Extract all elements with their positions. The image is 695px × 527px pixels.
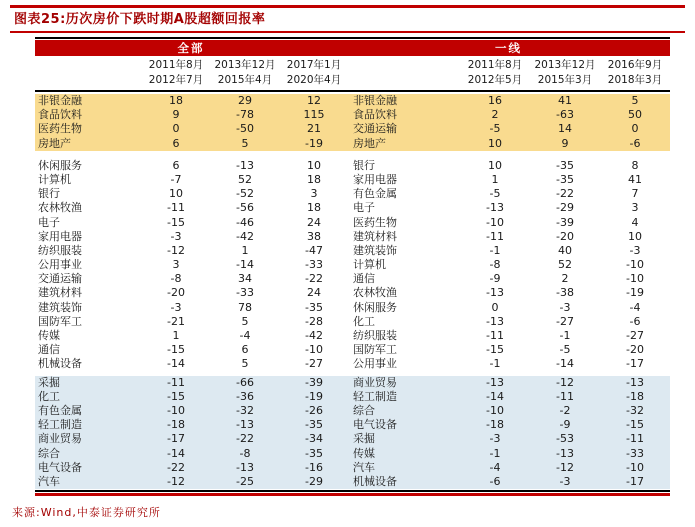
excess-return-table <box>35 37 670 496</box>
value-cell: 10 <box>169 187 183 201</box>
value-cell: -10 <box>305 343 323 357</box>
industry-label: 农林牧渔 <box>38 201 82 215</box>
value-cell: -20 <box>626 343 644 357</box>
table-row <box>35 286 670 300</box>
group-header-bar <box>35 40 670 56</box>
value-cell: 14 <box>558 122 572 136</box>
industry-label: 有色金属 <box>38 403 82 417</box>
table-row <box>35 201 670 215</box>
value-cell: -53 <box>556 432 574 446</box>
value-cell: -63 <box>556 108 574 122</box>
value-cell: 8 <box>631 158 639 172</box>
value-cell: -35 <box>305 418 323 432</box>
period-from: 2013年12月 <box>534 59 596 71</box>
value-cell: -33 <box>305 258 323 272</box>
period-from: 2017年1月 <box>286 59 342 71</box>
value-cell: 10 <box>488 158 502 172</box>
industry-label: 采掘 <box>38 375 60 389</box>
industry-label: 传媒 <box>38 329 60 342</box>
industry-label: 商业贸易 <box>38 432 82 446</box>
value-cell: -12 <box>167 243 185 257</box>
industry-label: 轻工制造 <box>38 418 82 432</box>
period-to: 2018年3月 <box>607 74 663 86</box>
value-cell: -35 <box>305 300 323 314</box>
value-cell: -5 <box>489 122 501 136</box>
value-cell: -42 <box>305 329 323 342</box>
industry-label: 通信 <box>38 343 60 357</box>
value-cell: -15 <box>486 343 504 357</box>
period-tier1-3 <box>600 58 670 88</box>
value-cell: -18 <box>626 389 644 403</box>
value-cell: 7 <box>631 187 639 201</box>
value-cell: 6 <box>241 343 249 357</box>
value-cell: 5 <box>631 94 639 107</box>
value-cell: -13 <box>486 286 504 300</box>
value-cell: -11 <box>486 329 504 342</box>
value-cell: -32 <box>626 403 644 417</box>
table-row <box>35 94 670 108</box>
value-cell: 1 <box>241 243 249 257</box>
industry-label: 国防军工 <box>38 314 82 328</box>
value-cell: -27 <box>556 314 574 328</box>
value-cell: 6 <box>172 136 180 150</box>
industry-label: 电子 <box>353 201 375 215</box>
table-row <box>35 187 670 201</box>
table-bottom-border <box>35 490 670 492</box>
value-cell: -35 <box>305 446 323 460</box>
value-cell: -25 <box>236 474 254 488</box>
value-cell: 18 <box>307 201 321 215</box>
value-cell: -3 <box>629 243 641 257</box>
value-cell: -27 <box>305 357 323 371</box>
value-cell: 5 <box>241 314 249 328</box>
industry-label: 传媒 <box>353 446 375 460</box>
industry-label: 电子 <box>38 215 60 229</box>
table-row <box>35 329 670 343</box>
industry-label: 机械设备 <box>38 357 82 371</box>
period-to: 2012年7月 <box>148 74 204 86</box>
value-cell: -13 <box>236 460 254 474</box>
value-cell: -12 <box>556 375 574 389</box>
industry-label: 国防军工 <box>353 343 397 357</box>
industry-label: 建筑装饰 <box>353 243 397 257</box>
value-cell: -29 <box>305 474 323 488</box>
value-cell: -18 <box>486 418 504 432</box>
value-cell: -33 <box>626 446 644 460</box>
value-cell: -36 <box>236 389 254 403</box>
table-row <box>35 301 670 315</box>
value-cell: -11 <box>486 229 504 243</box>
table-row <box>35 272 670 286</box>
value-cell: -15 <box>167 389 185 403</box>
value-cell: -22 <box>167 460 185 474</box>
industry-label: 综合 <box>353 403 375 417</box>
period-to: 2015年4月 <box>217 74 273 86</box>
value-cell: -15 <box>626 418 644 432</box>
value-cell: 1 <box>172 329 180 342</box>
industry-label: 轻工制造 <box>353 389 397 403</box>
value-cell: -15 <box>167 215 185 229</box>
value-cell: -4 <box>489 460 501 474</box>
period-all-1 <box>143 58 209 88</box>
value-cell: -19 <box>305 136 323 150</box>
value-cell: 3 <box>310 187 318 201</box>
value-cell: -20 <box>556 229 574 243</box>
value-cell: 52 <box>558 258 572 272</box>
value-cell: -13 <box>556 446 574 460</box>
industry-label: 采掘 <box>353 432 375 446</box>
value-cell: -1 <box>559 329 571 342</box>
period-from: 2011年8月 <box>467 59 523 71</box>
value-cell: 3 <box>172 258 180 272</box>
value-cell: -14 <box>167 446 185 460</box>
table-top-border <box>35 37 670 39</box>
period-header-spacer-left <box>35 58 143 88</box>
industry-label: 综合 <box>38 446 60 460</box>
value-cell: -14 <box>236 258 254 272</box>
industry-label: 计算机 <box>353 258 386 272</box>
table-row <box>35 108 670 122</box>
value-cell: -6 <box>489 474 501 488</box>
value-cell: 41 <box>628 172 642 186</box>
value-cell: 40 <box>558 243 572 257</box>
value-cell: 41 <box>558 94 572 107</box>
value-cell: -27 <box>626 329 644 342</box>
value-cell: -34 <box>305 432 323 446</box>
value-cell: 34 <box>238 272 252 286</box>
industry-label: 化工 <box>353 314 375 328</box>
industry-label: 电气设备 <box>353 418 397 432</box>
value-cell: -46 <box>236 215 254 229</box>
value-cell: -17 <box>626 357 644 371</box>
value-cell: -18 <box>167 418 185 432</box>
value-cell: -47 <box>305 243 323 257</box>
period-from: 2013年12月 <box>214 59 276 71</box>
group-label-all: 全部 <box>177 41 205 55</box>
value-cell: 0 <box>172 122 180 136</box>
value-cell: -11 <box>556 389 574 403</box>
figure-title: 图表25:历次房价下跌时期A股超额回报率 <box>14 12 266 27</box>
industry-label: 汽车 <box>353 460 375 474</box>
value-cell: -3 <box>559 474 571 488</box>
industry-label: 机械设备 <box>353 474 397 488</box>
value-cell: 24 <box>307 215 321 229</box>
period-header-spacer-right <box>347 58 460 88</box>
value-cell: 0 <box>491 300 499 314</box>
value-cell: 6 <box>172 158 180 172</box>
period-header-row <box>35 56 670 90</box>
industry-label: 家用电器 <box>353 172 397 186</box>
period-from: 2016年9月 <box>607 59 663 71</box>
period-tier1-1 <box>460 58 530 88</box>
value-cell: 29 <box>238 94 252 107</box>
value-cell: -6 <box>629 314 641 328</box>
table-row <box>35 230 670 244</box>
table-row <box>35 376 670 390</box>
value-cell: -22 <box>556 187 574 201</box>
industry-label: 农林牧渔 <box>353 286 397 300</box>
value-cell: -13 <box>486 314 504 328</box>
industry-label: 建筑装饰 <box>38 300 82 314</box>
table-row <box>35 258 670 272</box>
industry-label: 公用事业 <box>353 357 397 371</box>
period-tier1-2 <box>530 58 600 88</box>
value-cell: -10 <box>626 460 644 474</box>
table-row <box>35 418 670 432</box>
value-cell: 16 <box>488 94 502 107</box>
industry-label: 家用电器 <box>38 229 82 243</box>
value-cell: -28 <box>305 314 323 328</box>
table-row <box>35 461 670 475</box>
industry-label: 建筑材料 <box>38 286 82 300</box>
value-cell: 0 <box>631 122 639 136</box>
period-to: 2012年5月 <box>467 74 523 86</box>
industry-label: 公用事业 <box>38 258 82 272</box>
value-cell: 21 <box>307 122 321 136</box>
value-cell: -22 <box>305 272 323 286</box>
industry-label: 商业贸易 <box>353 375 397 389</box>
value-cell: -10 <box>167 403 185 417</box>
header-separator <box>35 90 670 92</box>
industry-label: 食品饮料 <box>38 108 82 122</box>
table-row <box>35 447 670 461</box>
table-row <box>35 343 670 357</box>
industry-label: 银行 <box>353 158 375 172</box>
value-cell: 9 <box>561 136 569 150</box>
industry-label: 银行 <box>38 187 60 201</box>
table-row <box>35 315 670 329</box>
value-cell: -3 <box>170 300 182 314</box>
value-cell: -12 <box>167 474 185 488</box>
value-cell: -19 <box>626 286 644 300</box>
value-cell: 2 <box>561 272 569 286</box>
industry-label: 医药生物 <box>38 122 82 136</box>
table-row <box>35 122 670 136</box>
industry-label: 纺织服装 <box>353 329 397 342</box>
value-cell: 5 <box>241 136 249 150</box>
value-cell: 18 <box>307 172 321 186</box>
value-cell: -2 <box>559 403 571 417</box>
value-cell: -3 <box>170 229 182 243</box>
value-cell: 5 <box>241 357 249 371</box>
report-figure-page <box>0 5 695 527</box>
value-cell: -13 <box>486 375 504 389</box>
value-cell: 115 <box>303 108 325 122</box>
value-cell: 10 <box>307 158 321 172</box>
value-cell: 12 <box>307 94 321 107</box>
industry-label: 建筑材料 <box>353 229 397 243</box>
industry-label: 交通运输 <box>353 122 397 136</box>
value-cell: -13 <box>626 375 644 389</box>
value-cell: -14 <box>167 357 185 371</box>
table-row <box>35 357 670 371</box>
value-cell: -11 <box>167 201 185 215</box>
value-cell: 4 <box>631 215 639 229</box>
value-cell: -5 <box>489 187 501 201</box>
value-cell: -17 <box>167 432 185 446</box>
value-cell: -13 <box>486 201 504 215</box>
table-bottom-red-rule <box>35 493 670 496</box>
industry-label: 电气设备 <box>38 460 82 474</box>
value-cell: -20 <box>167 286 185 300</box>
value-cell: 10 <box>488 136 502 150</box>
value-cell: -16 <box>305 460 323 474</box>
value-cell: -4 <box>629 300 641 314</box>
value-cell: -39 <box>556 215 574 229</box>
value-cell: -10 <box>626 272 644 286</box>
value-cell: -13 <box>236 158 254 172</box>
period-all-2 <box>209 58 281 88</box>
value-cell: -7 <box>170 172 182 186</box>
period-to: 2015年3月 <box>537 74 593 86</box>
value-cell: -1 <box>489 243 501 257</box>
value-cell: -10 <box>626 258 644 272</box>
value-cell: -50 <box>236 122 254 136</box>
industry-label: 汽车 <box>38 474 60 488</box>
table-row <box>35 216 670 230</box>
value-cell: -66 <box>236 375 254 389</box>
value-cell: 3 <box>631 201 639 215</box>
value-cell: 9 <box>172 108 180 122</box>
value-cell: -78 <box>236 108 254 122</box>
value-cell: -15 <box>167 343 185 357</box>
source-note: 来源:Wind,中泰证券研究所 <box>12 506 161 520</box>
value-cell: -10 <box>486 403 504 417</box>
value-cell: 2 <box>491 108 499 122</box>
value-cell: -17 <box>626 474 644 488</box>
value-cell: 78 <box>238 300 252 314</box>
period-from: 2011年8月 <box>148 59 204 71</box>
value-cell: 18 <box>169 94 183 107</box>
group-label-tier1: 一线 <box>495 41 522 55</box>
value-cell: -22 <box>236 432 254 446</box>
industry-label: 休闲服务 <box>353 300 397 314</box>
table-row <box>35 475 670 489</box>
industry-label: 医药生物 <box>353 215 397 229</box>
table-row <box>35 244 670 258</box>
industry-label: 非银金融 <box>38 94 82 107</box>
top-red-rule <box>10 5 685 8</box>
value-cell: -39 <box>305 375 323 389</box>
value-cell: -35 <box>556 172 574 186</box>
industry-label: 非银金融 <box>353 94 397 107</box>
value-cell: -38 <box>556 286 574 300</box>
table-row <box>35 159 670 173</box>
industry-label: 房地产 <box>38 136 71 150</box>
table-row <box>35 390 670 404</box>
industry-label: 房地产 <box>353 136 386 150</box>
value-cell: -33 <box>236 286 254 300</box>
value-cell: -14 <box>556 357 574 371</box>
industry-label: 休闲服务 <box>38 158 82 172</box>
industry-label: 交通运输 <box>38 272 82 286</box>
value-cell: 38 <box>307 229 321 243</box>
industry-label: 计算机 <box>38 172 71 186</box>
value-cell: -42 <box>236 229 254 243</box>
value-cell: -19 <box>305 389 323 403</box>
value-cell: -10 <box>486 215 504 229</box>
value-cell: -5 <box>559 343 571 357</box>
value-cell: -1 <box>489 446 501 460</box>
industry-label: 通信 <box>353 272 375 286</box>
table-row <box>35 173 670 187</box>
value-cell: -11 <box>167 375 185 389</box>
table-row <box>35 432 670 446</box>
value-cell: -26 <box>305 403 323 417</box>
value-cell: -21 <box>167 314 185 328</box>
value-cell: -1 <box>489 357 501 371</box>
value-cell: -3 <box>559 300 571 314</box>
value-cell: 52 <box>238 172 252 186</box>
value-cell: -11 <box>626 432 644 446</box>
value-cell: -52 <box>236 187 254 201</box>
value-cell: -6 <box>629 136 641 150</box>
value-cell: -8 <box>489 258 501 272</box>
industry-label: 食品饮料 <box>353 108 397 122</box>
industry-label: 纺织服装 <box>38 243 82 257</box>
value-cell: 24 <box>307 286 321 300</box>
value-cell: -56 <box>236 201 254 215</box>
value-cell: -4 <box>239 329 251 342</box>
value-cell: -3 <box>489 432 501 446</box>
value-cell: 10 <box>628 229 642 243</box>
table-row <box>35 137 670 151</box>
value-cell: -29 <box>556 201 574 215</box>
value-cell: -12 <box>556 460 574 474</box>
industry-label: 化工 <box>38 389 60 403</box>
period-all-3 <box>281 58 347 88</box>
title-underline-rule <box>10 31 685 33</box>
value-cell: -9 <box>489 272 501 286</box>
value-cell: -9 <box>559 418 571 432</box>
period-to: 2020年4月 <box>286 74 342 86</box>
value-cell: -32 <box>236 403 254 417</box>
value-cell: -13 <box>236 418 254 432</box>
table-rows <box>35 94 670 489</box>
industry-label: 有色金属 <box>353 187 397 201</box>
value-cell: -8 <box>170 272 182 286</box>
table-row <box>35 404 670 418</box>
value-cell: 1 <box>491 172 499 186</box>
value-cell: 50 <box>628 108 642 122</box>
value-cell: -35 <box>556 158 574 172</box>
value-cell: -8 <box>239 446 251 460</box>
value-cell: -14 <box>486 389 504 403</box>
